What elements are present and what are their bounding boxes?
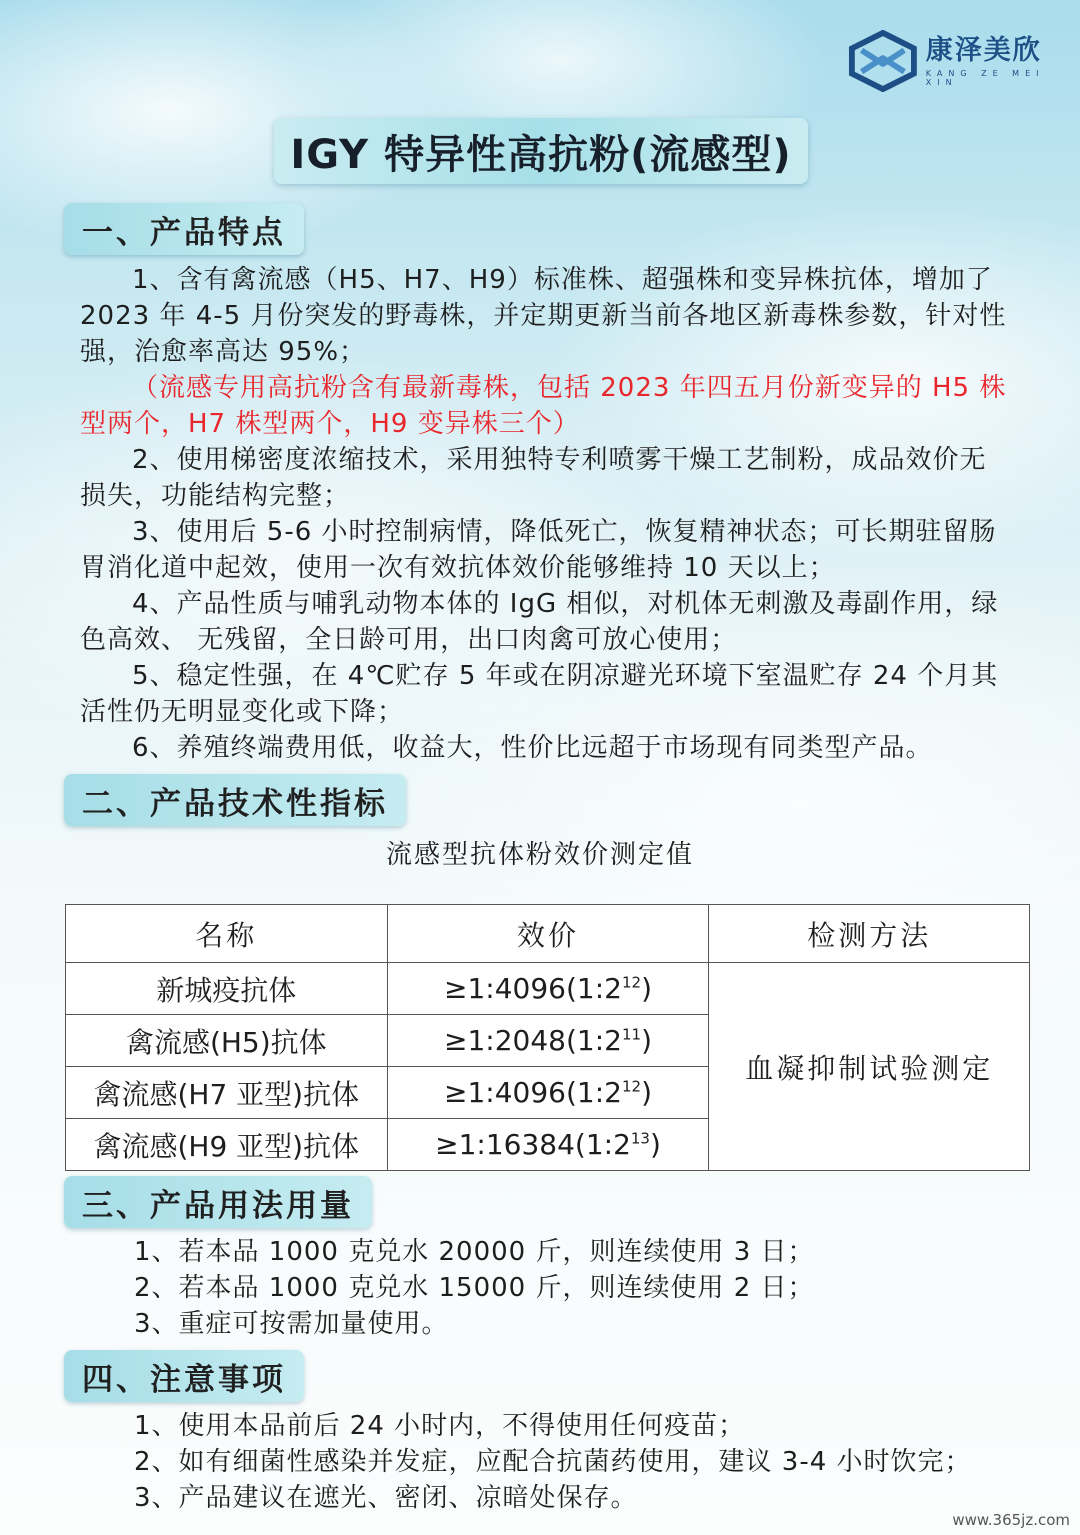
brand-name-cn: 康泽美欣 bbox=[925, 35, 1042, 66]
note-item-3: 3、产品建议在遮光、密闭、凉暗处保存。 bbox=[134, 1483, 638, 1513]
usage-item-1: 1、若本品 1000 克兑水 20000 斤，则连续使用 3 日； bbox=[134, 1237, 815, 1267]
antibody-name: 禽流感(H9 亚型)抗体 bbox=[66, 1119, 388, 1171]
column-header-titer: 效价 bbox=[387, 905, 709, 963]
table-caption: 流感型抗体粉效价测定值 bbox=[385, 840, 694, 870]
note-item-2: 2、如有细菌性感染并发症，应配合抗菌药使用，建议 3-4 小时饮完； bbox=[134, 1447, 972, 1477]
column-header-name: 名称 bbox=[66, 905, 388, 963]
brand-mark-icon bbox=[848, 30, 918, 92]
watermark-url: www.365jz.com bbox=[952, 1511, 1070, 1529]
table-row bbox=[66, 963, 1030, 1015]
title-banner bbox=[274, 118, 808, 184]
titer-value: $\ge 1:4096(1:2^{12})$ bbox=[387, 963, 709, 1015]
titer-table bbox=[65, 904, 1030, 1171]
titer-value: $\ge 1:2048(1:2^{11})$ bbox=[387, 1015, 709, 1067]
section-heading-usage: 三、产品用法用量 bbox=[64, 1176, 372, 1228]
antibody-name: 禽流感(H5)抗体 bbox=[66, 1015, 388, 1067]
feature-item-1: 1、含有禽流感（H5、H7、H9）标准株、超强株和变异株抗体，增加了 2023 年 4-5 月份突发的野毒株，并定期更新当前各地区新毒株参数，针对性强，治愈率高达 95%； bbox=[80, 265, 1007, 367]
section-heading-specs: 二、产品技术性指标 bbox=[64, 774, 406, 826]
brand-name-en: KANG ZE MEI XIN bbox=[925, 69, 1045, 87]
titer-value: $\ge 1:16384(1:2^{13})$ bbox=[387, 1119, 709, 1171]
usage-item-3: 3、重症可按需加量使用。 bbox=[134, 1309, 449, 1339]
test-method: 血凝抑制试验测定 bbox=[709, 963, 1030, 1171]
feature-item-3: 3、使用后 5-6 小时控制病情，降低死亡，恢复精神状态；可长期驻留肠胃消化道中起效，使用一次有效抗体效价能够维持 10 天以上； bbox=[80, 517, 997, 583]
feature-item-5: 5、稳定性强，在 4℃贮存 5 年或在阴凉避光环境下室温贮存 24 个月其活性仍无明显变化或下降； bbox=[80, 661, 999, 727]
table-header-row bbox=[66, 905, 1030, 963]
usage-item-2: 2、若本品 1000 克兑水 15000 斤，则连续使用 2 日； bbox=[134, 1273, 815, 1303]
note-item-1: 1、使用本品前后 24 小时内，不得使用任何疫苗； bbox=[134, 1411, 746, 1441]
section-heading-notes: 四、注意事项 bbox=[64, 1350, 304, 1402]
feature-item-6: 6、养殖终端费用低，收益大，性价比远超于市场现有同类型产品。 bbox=[132, 733, 933, 763]
feature-item-1-note: （流感专用高抗粉含有最新毒株，包括 2023 年四五月份新变异的 H5 株型两个，H7 株型两个，H9 变异株三个） bbox=[80, 373, 1007, 439]
titer-value: $\ge 1:4096(1:2^{12})$ bbox=[387, 1067, 709, 1119]
feature-item-2: 2、使用梯密度浓缩技术，采用独特专利喷雾干燥工艺制粉，成品效价无损失，功能结构完整； bbox=[80, 445, 987, 511]
section-heading-features: 一、产品特点 bbox=[64, 203, 304, 255]
brand-logo bbox=[848, 30, 1080, 92]
antibody-name: 新城疫抗体 bbox=[66, 963, 388, 1015]
column-header-method: 检测方法 bbox=[709, 905, 1030, 963]
page-title: IGY 特异性高抗粉(流感型) bbox=[290, 131, 792, 178]
feature-item-4: 4、产品性质与哺乳动物本体的 IgG 相似，对机体无刺激及毒副作用，绿色高效、 无残留，全日龄可用，出口肉禽可放心使用； bbox=[80, 589, 999, 655]
antibody-name: 禽流感(H7 亚型)抗体 bbox=[66, 1067, 388, 1119]
